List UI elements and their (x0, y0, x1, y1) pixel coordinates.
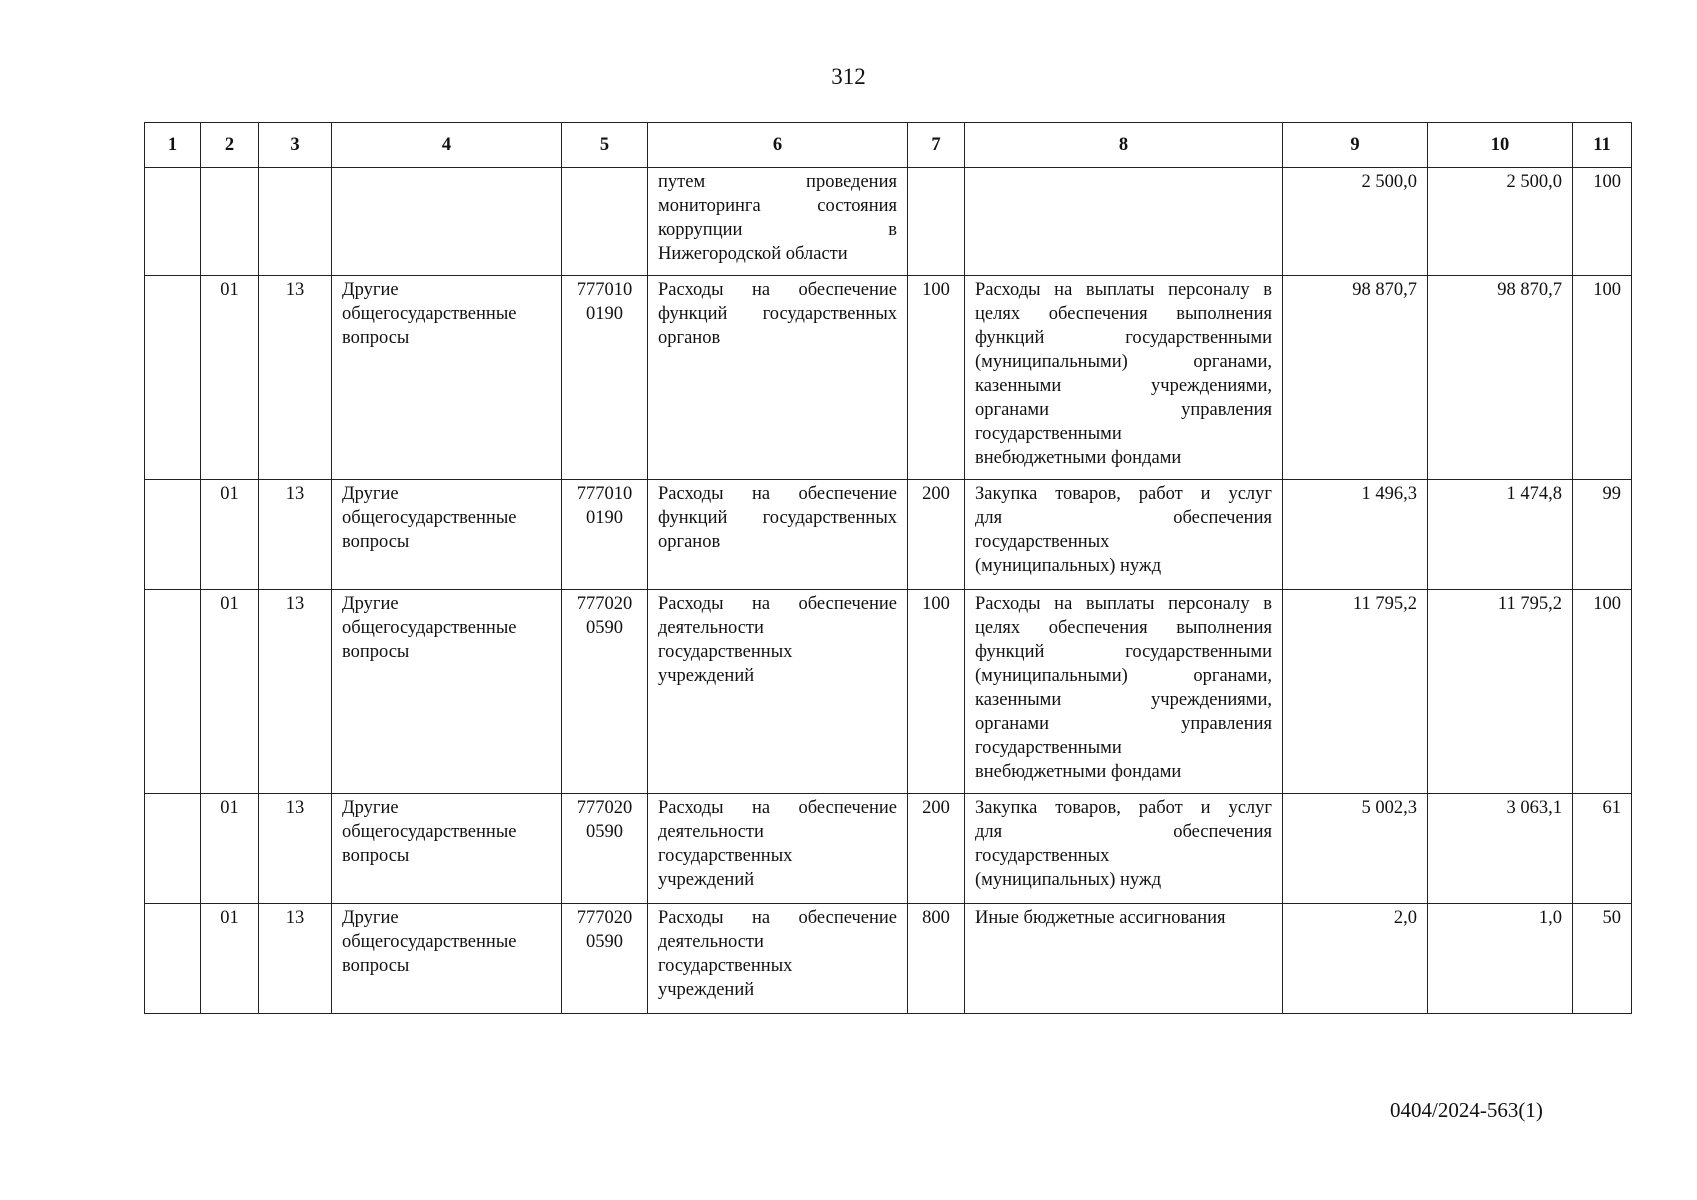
cell-executed-amount: 98 870,7 (1428, 276, 1573, 480)
cell-section-name-line: общегосударственные (342, 304, 517, 324)
cell-section-code: 01 (201, 590, 259, 794)
cell-target-article-name-line: Нижегородской области (658, 244, 848, 264)
cell-target-article (562, 276, 648, 480)
cell-section-name-line: Другие (342, 484, 399, 504)
table-row (145, 794, 1632, 904)
cell-expense-type-name-line: органами управления (975, 714, 1272, 734)
cell-section-name-line: Другие (342, 798, 399, 818)
cell-target-article-name-line: государственных (658, 956, 793, 976)
table-row (145, 168, 1632, 276)
cell-target-article-line: 777020 (576, 798, 633, 818)
cell-section-name (332, 904, 562, 1014)
cell-col1 (145, 480, 201, 590)
table-header (145, 123, 1632, 168)
cell-target-article-name (648, 276, 908, 480)
cell-expense-type-name-line: органами управления (975, 400, 1272, 420)
column-header-2: 2 (201, 123, 259, 168)
cell-execution-percent: 100 (1573, 276, 1632, 480)
cell-expense-type-name-line: Расходы на выплаты персоналу в (975, 594, 1272, 614)
cell-executed-amount: 2 500,0 (1428, 168, 1573, 276)
cell-planned-amount: 2 500,0 (1283, 168, 1428, 276)
cell-col1 (145, 590, 201, 794)
cell-execution-percent: 61 (1573, 794, 1632, 904)
cell-expense-type-name-line: внебюджетными фондами (975, 448, 1182, 468)
cell-section-name (332, 480, 562, 590)
cell-target-article-name (648, 904, 908, 1014)
cell-expense-type-name-line: для обеспечения (975, 822, 1272, 842)
cell-target-article-name-line: мониторинга состояния (658, 196, 897, 216)
cell-expense-type-name-line: (муниципальных) нужд (975, 870, 1162, 890)
cell-execution-percent: 100 (1573, 590, 1632, 794)
cell-subsection-code: 13 (259, 590, 332, 794)
column-header-11: 11 (1573, 123, 1632, 168)
cell-expense-type-name-line: казенными учреждениями, (975, 376, 1272, 396)
cell-target-article-name-line: деятельности (658, 618, 764, 638)
cell-target-article-name-line: органов (658, 328, 721, 348)
cell-target-article-name-line: коррупции в (658, 220, 897, 240)
column-header-10: 10 (1428, 123, 1573, 168)
table-body (145, 168, 1632, 1014)
budget-table (144, 122, 1632, 1014)
cell-expense-type: 200 (908, 480, 965, 590)
table-row (145, 480, 1632, 590)
cell-expense-type-name-line: Закупка товаров, работ и услуг (975, 798, 1272, 818)
cell-target-article-name (648, 168, 908, 276)
cell-section-name (332, 276, 562, 480)
cell-col1 (145, 794, 201, 904)
cell-target-article (562, 168, 648, 276)
cell-target-article-name-line: Расходы на обеспечение (658, 908, 897, 928)
cell-planned-amount: 2,0 (1283, 904, 1428, 1014)
cell-expense-type: 200 (908, 794, 965, 904)
cell-target-article-name-line: Расходы на обеспечение (658, 280, 897, 300)
cell-section-code: 01 (201, 276, 259, 480)
cell-expense-type-name-line: (муниципальными) органами, (975, 666, 1272, 686)
cell-target-article-name-line: функций государственных (658, 508, 897, 528)
cell-section-name-line: Другие (342, 280, 399, 300)
cell-expense-type (908, 168, 965, 276)
cell-execution-percent: 50 (1573, 904, 1632, 1014)
table-row (145, 276, 1632, 480)
column-header-3: 3 (259, 123, 332, 168)
cell-expense-type-name-line: для обеспечения (975, 508, 1272, 528)
cell-expense-type-name-line: Закупка товаров, работ и услуг (975, 484, 1272, 504)
cell-target-article-line: 777010 (576, 484, 633, 504)
cell-section-name-line: вопросы (342, 328, 410, 348)
cell-target-article-line: 777020 (576, 594, 633, 614)
cell-expense-type-name-line: государственными (975, 738, 1122, 758)
cell-target-article-line: 777010 (576, 280, 633, 300)
cell-section-name-line: вопросы (342, 642, 410, 662)
cell-target-article-line: 777020 (576, 908, 633, 928)
cell-subsection-code: 13 (259, 794, 332, 904)
cell-execution-percent: 100 (1573, 168, 1632, 276)
cell-target-article-name-line: государственных (658, 642, 793, 662)
cell-target-article-name-line: функций государственных (658, 304, 897, 324)
cell-execution-percent: 99 (1573, 480, 1632, 590)
cell-section-name-line: вопросы (342, 532, 410, 552)
table-row (145, 590, 1632, 794)
document-code: 0404/2024-563(1) (1390, 1098, 1543, 1122)
column-header-4: 4 (332, 123, 562, 168)
cell-expense-type: 100 (908, 276, 965, 480)
cell-section-name-line: общегосударственные (342, 932, 517, 952)
cell-executed-amount: 3 063,1 (1428, 794, 1573, 904)
cell-col1 (145, 904, 201, 1014)
cell-expense-type-name (965, 590, 1283, 794)
cell-expense-type: 100 (908, 590, 965, 794)
cell-section-name (332, 590, 562, 794)
cell-planned-amount: 1 496,3 (1283, 480, 1428, 590)
cell-target-article-name-line: деятельности (658, 932, 764, 952)
cell-subsection-code: 13 (259, 276, 332, 480)
cell-col1 (145, 276, 201, 480)
cell-expense-type-name (965, 276, 1283, 480)
cell-subsection-code: 13 (259, 904, 332, 1014)
cell-target-article-line: 0190 (586, 508, 623, 528)
cell-expense-type-name-line: государственных (975, 532, 1110, 552)
cell-subsection-code: 13 (259, 480, 332, 590)
cell-expense-type-name-line: государственных (975, 846, 1110, 866)
cell-target-article-name (648, 590, 908, 794)
cell-target-article-name-line: деятельности (658, 822, 764, 842)
cell-expense-type-name-line: функций государственными (975, 328, 1272, 348)
cell-section-code: 01 (201, 794, 259, 904)
column-header-8: 8 (965, 123, 1283, 168)
cell-target-article-name-line: органов (658, 532, 721, 552)
cell-section-code: 01 (201, 480, 259, 590)
cell-target-article-line: 0190 (586, 304, 623, 324)
cell-target-article-name (648, 794, 908, 904)
column-header-6: 6 (648, 123, 908, 168)
cell-target-article (562, 904, 648, 1014)
cell-expense-type-name-line: (муниципальных) нужд (975, 556, 1162, 576)
cell-executed-amount: 1,0 (1428, 904, 1573, 1014)
cell-subsection-code (259, 168, 332, 276)
cell-planned-amount: 98 870,7 (1283, 276, 1428, 480)
cell-section-name-line: общегосударственные (342, 822, 517, 842)
cell-expense-type-name-line: (муниципальными) органами, (975, 352, 1272, 372)
cell-section-name (332, 794, 562, 904)
cell-target-article-name-line: государственных (658, 846, 793, 866)
cell-section-code: 01 (201, 904, 259, 1014)
cell-expense-type-name-line: Иные бюджетные ассигнования (975, 908, 1226, 928)
cell-expense-type-name-line: Расходы на выплаты персоналу в (975, 280, 1272, 300)
cell-expense-type-name-line: целях обеспечения выполнения (975, 304, 1272, 324)
cell-section-name-line: Другие (342, 908, 399, 928)
cell-section-code (201, 168, 259, 276)
cell-expense-type: 800 (908, 904, 965, 1014)
cell-section-name-line: общегосударственные (342, 618, 517, 638)
column-header-9: 9 (1283, 123, 1428, 168)
cell-target-article-line: 0590 (586, 822, 623, 842)
page-number: 312 (831, 64, 866, 89)
cell-executed-amount: 11 795,2 (1428, 590, 1573, 794)
cell-expense-type-name (965, 904, 1283, 1014)
column-header-5: 5 (562, 123, 648, 168)
cell-section-name-line: общегосударственные (342, 508, 517, 528)
cell-target-article-name-line: Расходы на обеспечение (658, 798, 897, 818)
cell-section-name-line: Другие (342, 594, 399, 614)
header-row (145, 123, 1632, 168)
cell-section-name-line: вопросы (342, 956, 410, 976)
cell-expense-type-name-line: казенными учреждениями, (975, 690, 1272, 710)
cell-expense-type-name (965, 168, 1283, 276)
cell-target-article-name-line: Расходы на обеспечение (658, 594, 897, 614)
cell-target-article-line: 0590 (586, 932, 623, 952)
table-row (145, 904, 1632, 1014)
column-header-7: 7 (908, 123, 965, 168)
cell-col1 (145, 168, 201, 276)
cell-section-name (332, 168, 562, 276)
cell-expense-type-name (965, 480, 1283, 590)
cell-target-article-line: 0590 (586, 618, 623, 638)
cell-planned-amount: 11 795,2 (1283, 590, 1428, 794)
cell-target-article-name-line: путем проведения (658, 172, 897, 192)
cell-target-article-name-line: Расходы на обеспечение (658, 484, 897, 504)
cell-section-name-line: вопросы (342, 846, 410, 866)
cell-expense-type-name-line: государственными (975, 424, 1122, 444)
cell-target-article (562, 794, 648, 904)
cell-expense-type-name-line: целях обеспечения выполнения (975, 618, 1272, 638)
cell-planned-amount: 5 002,3 (1283, 794, 1428, 904)
cell-target-article (562, 590, 648, 794)
cell-target-article (562, 480, 648, 590)
cell-target-article-name-line: учреждений (658, 980, 755, 1000)
cell-expense-type-name (965, 794, 1283, 904)
cell-target-article-name-line: учреждений (658, 870, 755, 890)
cell-target-article-name-line: учреждений (658, 666, 755, 686)
cell-executed-amount: 1 474,8 (1428, 480, 1573, 590)
cell-expense-type-name-line: внебюджетными фондами (975, 762, 1182, 782)
cell-expense-type-name-line: функций государственными (975, 642, 1272, 662)
cell-target-article-name (648, 480, 908, 590)
column-header-1: 1 (145, 123, 201, 168)
